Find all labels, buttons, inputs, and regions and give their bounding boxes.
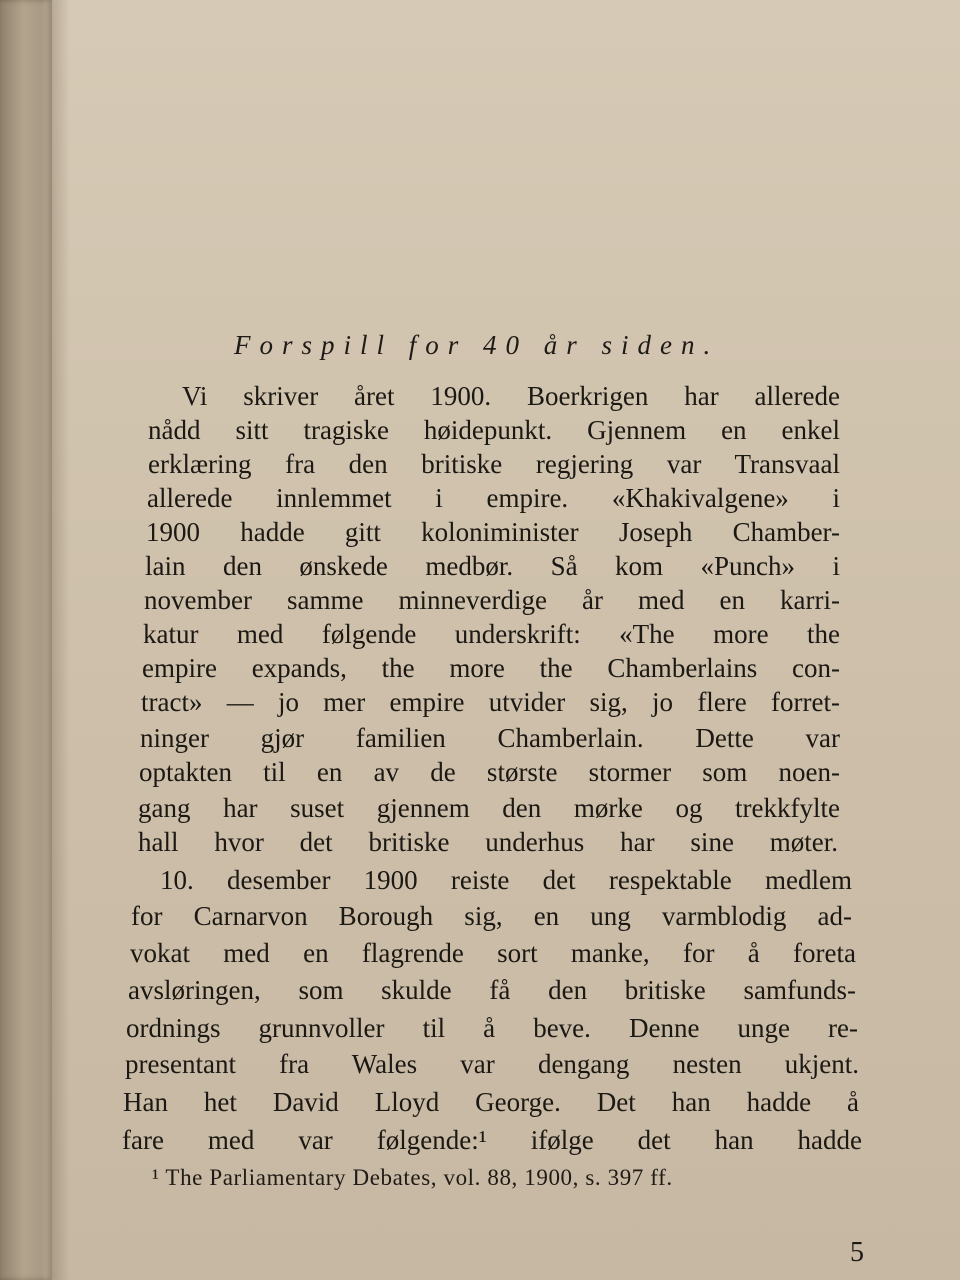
- footnote: ¹ The Parliamentary Debates, vol. 88, 1900, s. 397 ff.: [152, 1165, 673, 1190]
- body-line: hall hvor det britiske underhus har sine møter.: [138, 827, 838, 857]
- chapter-heading: Forspill for 40 år siden.: [234, 330, 720, 360]
- body-line: ninger gjør familien Chamberlain. Dette var: [140, 723, 840, 753]
- body-line: Vi skriver året 1900. Boerkrigen har allerede: [182, 381, 840, 411]
- body-line: Han het David Lloyd George. Det han hadde å: [123, 1087, 859, 1117]
- book-page: [52, 0, 960, 1280]
- body-line: for Carnarvon Borough sig, en ung varmblodig ad-: [131, 901, 852, 931]
- body-line: tract» — jo mer empire utvider sig, jo flere forret-: [141, 687, 840, 717]
- body-line: lain den ønskede medbør. Så kom «Punch» i: [145, 551, 840, 581]
- body-line: avsløringen, som skulde få den britiske samfunds-: [128, 975, 856, 1005]
- body-line: ordnings grunnvoller til å beve. Denne unge re-: [126, 1013, 858, 1043]
- body-line: 1900 hadde gitt koloniminister Joseph Chamber-: [146, 517, 840, 547]
- body-line: vokat med en flagrende sort manke, for å foreta: [130, 938, 856, 968]
- body-line: katur med følgende underskrift: «The more the: [143, 619, 840, 649]
- body-line: presentant fra Wales var dengang nesten ukjent.: [125, 1049, 859, 1079]
- body-line: erklæring fra den britiske regjering var Transvaal: [148, 449, 840, 479]
- body-line: 10. desember 1900 reiste det respektable medlem: [160, 865, 852, 895]
- body-line: november samme minneverdige år med en karri-: [144, 585, 840, 615]
- body-line: empire expands, the more the Chamberlains con-: [142, 653, 840, 683]
- book-spine-edge: [0, 0, 52, 1280]
- body-line: allerede innlemmet i empire. «Khakivalgene» i: [147, 483, 840, 513]
- body-line: optakten til en av de største stormer som noen-: [139, 757, 840, 787]
- body-line: fare med var følgende:¹ ifølge det han hadde: [122, 1125, 862, 1155]
- body-line: nådd sitt tragiske høidepunkt. Gjennem en enkel: [148, 415, 840, 445]
- body-line: gang har suset gjennem den mørke og trekkfylte: [138, 793, 840, 823]
- page-number: 5: [850, 1237, 864, 1268]
